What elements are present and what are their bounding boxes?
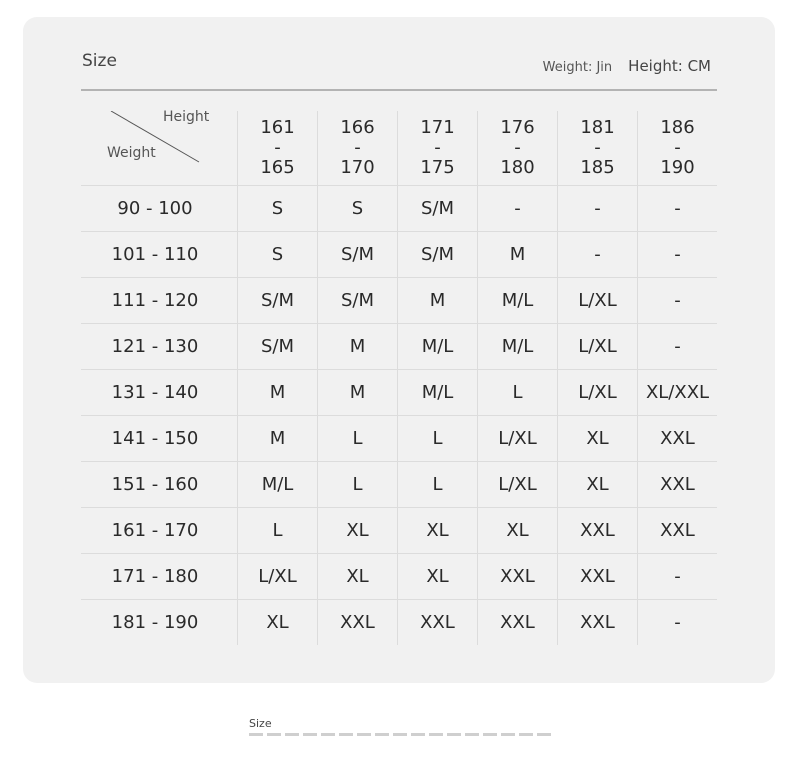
- table-row: [81, 278, 717, 324]
- table-row: [81, 232, 717, 278]
- height-header-5: [637, 111, 717, 185]
- table-row: [81, 186, 717, 232]
- height-low: 186: [660, 117, 695, 138]
- size-cell: L/XL: [477, 416, 557, 461]
- size-cell: S/M: [237, 278, 317, 323]
- size-cell: -: [557, 232, 637, 277]
- height-high: 175: [420, 157, 455, 178]
- height-high: 180: [500, 157, 535, 178]
- size-cell: S/M: [237, 324, 317, 369]
- height-low: 166: [340, 117, 375, 138]
- size-cell: XL: [237, 600, 317, 645]
- footer-label: Size: [249, 717, 272, 730]
- table-row: [81, 370, 717, 416]
- weight-unit: Weight: Jin: [542, 60, 613, 75]
- size-cell: L: [237, 508, 317, 553]
- size-cell: XL: [397, 508, 477, 553]
- table-row: [81, 324, 717, 370]
- size-cell: M/L: [477, 324, 557, 369]
- size-cell: M: [477, 232, 557, 277]
- weight-range-cell: 161 - 170: [111, 520, 199, 541]
- height-low: 181: [580, 117, 615, 138]
- units-legend: [543, 57, 711, 75]
- height-sep: -: [354, 137, 361, 158]
- height-high: 170: [340, 157, 375, 178]
- size-table: [81, 111, 717, 645]
- height-sep: -: [594, 137, 601, 158]
- height-header-1: [317, 111, 397, 185]
- height-sep: -: [274, 137, 281, 158]
- size-cell: -: [557, 186, 637, 231]
- corner-height-label: Height: [163, 109, 210, 125]
- size-cell: -: [637, 554, 717, 599]
- size-cell: L: [397, 462, 477, 507]
- weight-range-cell: 90 - 100: [117, 198, 193, 219]
- size-cell: XXL: [317, 600, 397, 645]
- weight-range-cell: 181 - 190: [111, 612, 199, 633]
- size-cell: XXL: [557, 600, 637, 645]
- size-cell: XL: [317, 508, 397, 553]
- size-cell: L: [397, 416, 477, 461]
- size-cell: -: [637, 232, 717, 277]
- height-sep: -: [434, 137, 441, 158]
- table-header-row: [81, 111, 717, 186]
- size-cell: -: [477, 186, 557, 231]
- size-cell: M: [317, 370, 397, 415]
- size-cell: M/L: [477, 278, 557, 323]
- size-cell: M/L: [397, 370, 477, 415]
- height-high: 165: [260, 157, 295, 178]
- size-cell: M: [397, 278, 477, 323]
- size-cell: XL: [397, 554, 477, 599]
- size-cell: XL: [477, 508, 557, 553]
- size-cell: L/XL: [477, 462, 557, 507]
- height-low: 176: [500, 117, 535, 138]
- height-header-4: [557, 111, 637, 185]
- size-cell: S/M: [317, 232, 397, 277]
- size-cell: XL: [557, 462, 637, 507]
- size-cell: XXL: [557, 508, 637, 553]
- weight-range-cell: 171 - 180: [111, 566, 199, 587]
- diagonal-divider: [81, 111, 237, 185]
- size-cell: -: [637, 600, 717, 645]
- height-sep: -: [674, 137, 681, 158]
- corner-weight-label: Weight: [107, 145, 156, 161]
- size-cell: M: [237, 370, 317, 415]
- size-cell: S/M: [317, 278, 397, 323]
- height-low: 161: [260, 117, 295, 138]
- size-cell: S: [317, 186, 397, 231]
- size-cell: L: [317, 416, 397, 461]
- footer-cropped-text: [249, 733, 553, 736]
- size-cell: XL: [317, 554, 397, 599]
- size-cell: M: [237, 416, 317, 461]
- weight-range-cell: 151 - 160: [111, 474, 199, 495]
- height-low: 171: [420, 117, 455, 138]
- height-header-3: [477, 111, 557, 185]
- table-row: [81, 416, 717, 462]
- size-cell: XL/XXL: [637, 370, 717, 415]
- table-body: [81, 186, 717, 645]
- weight-range-cell: 111 - 120: [111, 290, 199, 311]
- height-header-0: [237, 111, 317, 185]
- size-cell: XXL: [637, 508, 717, 553]
- header-divider: [81, 89, 717, 91]
- size-cell: L/XL: [557, 278, 637, 323]
- table-row: [81, 462, 717, 508]
- size-cell: S/M: [397, 186, 477, 231]
- size-cell: M/L: [397, 324, 477, 369]
- size-cell: XXL: [477, 554, 557, 599]
- size-cell: L/XL: [557, 370, 637, 415]
- height-high: 185: [580, 157, 615, 178]
- size-cell: L: [477, 370, 557, 415]
- size-cell: XXL: [637, 416, 717, 461]
- size-cell: L: [317, 462, 397, 507]
- height-header-2: [397, 111, 477, 185]
- height-high: 190: [660, 157, 695, 178]
- size-cell: XXL: [557, 554, 637, 599]
- corner-cell: [81, 111, 237, 185]
- size-cell: -: [637, 278, 717, 323]
- size-cell: L/XL: [557, 324, 637, 369]
- size-cell: M: [317, 324, 397, 369]
- size-cell: L/XL: [237, 554, 317, 599]
- table-row: [81, 554, 717, 600]
- size-cell: S/M: [397, 232, 477, 277]
- height-unit: Height: CM: [628, 57, 711, 75]
- size-cell: XXL: [637, 462, 717, 507]
- weight-range-cell: 121 - 130: [111, 336, 199, 357]
- weight-range-cell: 101 - 110: [111, 244, 199, 265]
- size-cell: XXL: [397, 600, 477, 645]
- table-row: [81, 508, 717, 554]
- table-row: [81, 600, 717, 645]
- size-chart-card: [23, 17, 775, 683]
- size-cell: S: [237, 232, 317, 277]
- size-cell: XXL: [477, 600, 557, 645]
- size-cell: S: [237, 186, 317, 231]
- size-cell: -: [637, 186, 717, 231]
- weight-range-cell: 131 - 140: [111, 382, 199, 403]
- height-columns: [237, 111, 717, 185]
- chart-title: Size: [82, 51, 117, 71]
- size-cell: M/L: [237, 462, 317, 507]
- weight-range-cell: 141 - 150: [111, 428, 199, 449]
- size-cell: -: [637, 324, 717, 369]
- height-sep: -: [514, 137, 521, 158]
- size-cell: XL: [557, 416, 637, 461]
